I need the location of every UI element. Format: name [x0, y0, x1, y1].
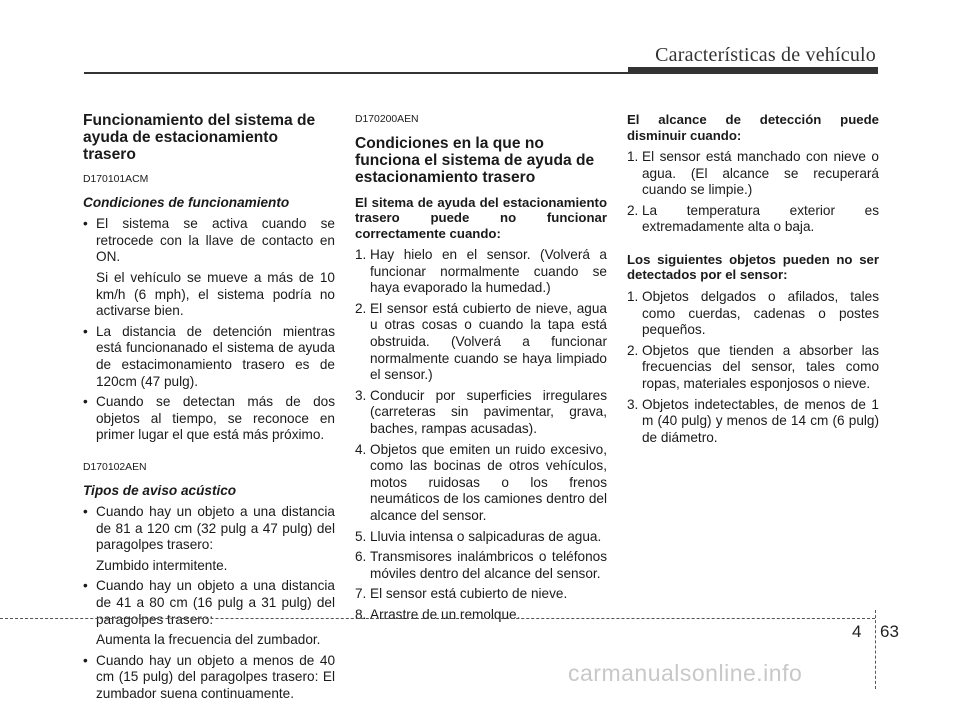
section-title-operation: Funcionamiento del sistema de ayuda de estacionamiento trasero [83, 112, 316, 163]
chapter-number: 4 [852, 622, 862, 641]
list-item [355, 529, 607, 546]
list-item-text: El sensor está cubierto de nieve, agua u otras cosas o cuando la tapa está obstruida. (Volverá a funcionar normalmente cuando se haya limpiado el sensor.) [370, 300, 607, 383]
list-item-number: 2. [627, 342, 639, 358]
undetected-objects-heading: Los siguientes objetos pueden no ser detectados por el sensor: [627, 251, 879, 283]
list-item-text: Cuando hay un objeto a una distancia de 41 a 80 cm (16 pulg a 31 pulg) del paragolpes trasero: [96, 578, 335, 627]
section-title-malfunction: Condiciones en la que no funciona el sistema de ayuda de estacionamiento trasero [355, 134, 595, 186]
column-middle [355, 112, 607, 628]
numbered-list-range [627, 149, 879, 236]
section-code: D170101ACM [83, 174, 149, 185]
subsection-title-warnings: Tipos de aviso acústico [83, 482, 237, 498]
list-item [355, 301, 607, 384]
list-item-text: Transmisores inalámbricos o teléfonos móviles dentro del alcance del sensor. [370, 549, 607, 581]
list-item-text: El sistema se activa cuando se retrocede con la llave de contacto en ON. [96, 216, 335, 265]
list-item [627, 397, 879, 447]
section-code: D170102AEN [83, 461, 147, 473]
list-item-text: El sensor está manchado con nieve o agua. (El alcance se recuperará cuando se limpie.) [642, 149, 879, 198]
list-item [627, 343, 879, 393]
list-item [83, 324, 335, 390]
list-item-text: Arrastre de un remolque. [370, 606, 521, 622]
list-item-number: 2. [627, 202, 639, 218]
list-item-number: 1. [355, 247, 367, 263]
list-item [627, 289, 879, 339]
list-item-text: Cuando hay un objeto a menos de 40 cm (15 pulg) del paragolpes trasero: El zumbador suena continuamente. [96, 652, 335, 702]
list-item-number: 1. [627, 288, 639, 304]
numbered-list-malfunction [355, 247, 607, 623]
malfunction-intro: El sitema de ayuda del estacionamiento trasero puede no funcionar correctamente cuando: [355, 194, 607, 241]
list-item-text: La distancia de detención mientras está funcionanado el sistema de ayuda de estacimonamiento trasero es de 120cm (47 pulg). [96, 323, 335, 389]
list-item-text: Cuando se detectan más de dos objetos al tiempo, se reconoce en primer lugar el que está más próximo. [96, 394, 335, 443]
list-item-number: 8. [355, 606, 367, 622]
watermark: carmanualsonline.info [568, 660, 803, 686]
list-item-number: 6. [355, 549, 367, 565]
list-item-note: Si el vehículo se mueve a más de 10 km/h (6 mph), el sistema podría no activarse bien. [96, 269, 335, 319]
list-item-text: Objetos que tienden a absorber las frecuencias del sensor, tales como ropas, materiales esponjosos o nieve. [642, 342, 879, 391]
list-item-text: Objetos que emiten un ruido excesivo, como las bocinas de otros vehículos, motos ruidosas o los frenos neumáticos de los camiones dentro del alcance del sensor. [370, 441, 607, 523]
list-item [355, 586, 607, 603]
list-item-number: 2. [355, 300, 367, 316]
detection-range-heading: El alcance de detección puede disminuir cuando: [627, 112, 879, 143]
list-item-number: 3. [627, 396, 639, 412]
list-item-note: Zumbido intermitente. [96, 557, 228, 573]
list-item-text: La temperatura exterior es extremadamente alta o baja. [642, 202, 879, 235]
header-rule [84, 72, 644, 74]
list-item [83, 216, 335, 320]
list-item [83, 394, 335, 444]
list-item-number: 7. [355, 586, 367, 602]
page-number: 63 [880, 622, 899, 641]
list-item [83, 578, 335, 648]
list-item [627, 149, 879, 199]
header-title: Características de vehículo [655, 44, 876, 66]
list-item-text: El sensor está cubierto de nieve. [370, 586, 568, 602]
list-item-number: 3. [355, 387, 367, 403]
footer-vertical-divider [875, 610, 876, 689]
list-item [83, 504, 335, 574]
list-item [627, 203, 879, 236]
list-item [355, 607, 607, 624]
list-item-note: Aumenta la frecuencia del zumbador. [96, 632, 321, 648]
list-item-text: Objetos delgados o afilados, tales como cuerdas, cadenas o postes pequeños. [642, 288, 879, 338]
list-item-text: Cuando hay un objeto a una distancia de 81 a 120 cm (32 pulg a 47 pulg) del paragolpes trasero: [96, 504, 335, 553]
list-item-text: Objetos indetectables, de menos de 1 m (40 pulg) y menos de 14 cm (6 pulg) de diámetro. [642, 396, 879, 445]
list-item-number: 1. [627, 149, 639, 164]
footer-divider [0, 618, 875, 619]
list-item-text: Lluvia intensa o salpicaduras de agua. [370, 528, 602, 544]
list-item [355, 247, 607, 297]
list-item [355, 388, 607, 438]
list-item [355, 442, 607, 525]
list-item [355, 549, 607, 582]
list-item-text: Hay hielo en el sensor. (Volverá a funcionar normalmente cuando se haya evaporado la humedad.) [370, 247, 607, 296]
column-right [627, 112, 879, 450]
bullet-list-warnings [83, 504, 335, 703]
numbered-list-objects [627, 289, 879, 446]
list-item-number: 4. [355, 441, 367, 457]
list-item [83, 653, 335, 703]
list-item-number: 5. [355, 528, 367, 544]
bullet-list-conditions [83, 216, 335, 444]
section-code: D170200AEN [355, 114, 419, 125]
list-item-text: Conducir por superficies irregulares (carreteras sin pavimentar, grava, baches, rampas acusadas). [370, 387, 607, 437]
header-bar [628, 67, 878, 74]
subsection-title-conditions: Condiciones de funcionamiento [83, 194, 290, 210]
